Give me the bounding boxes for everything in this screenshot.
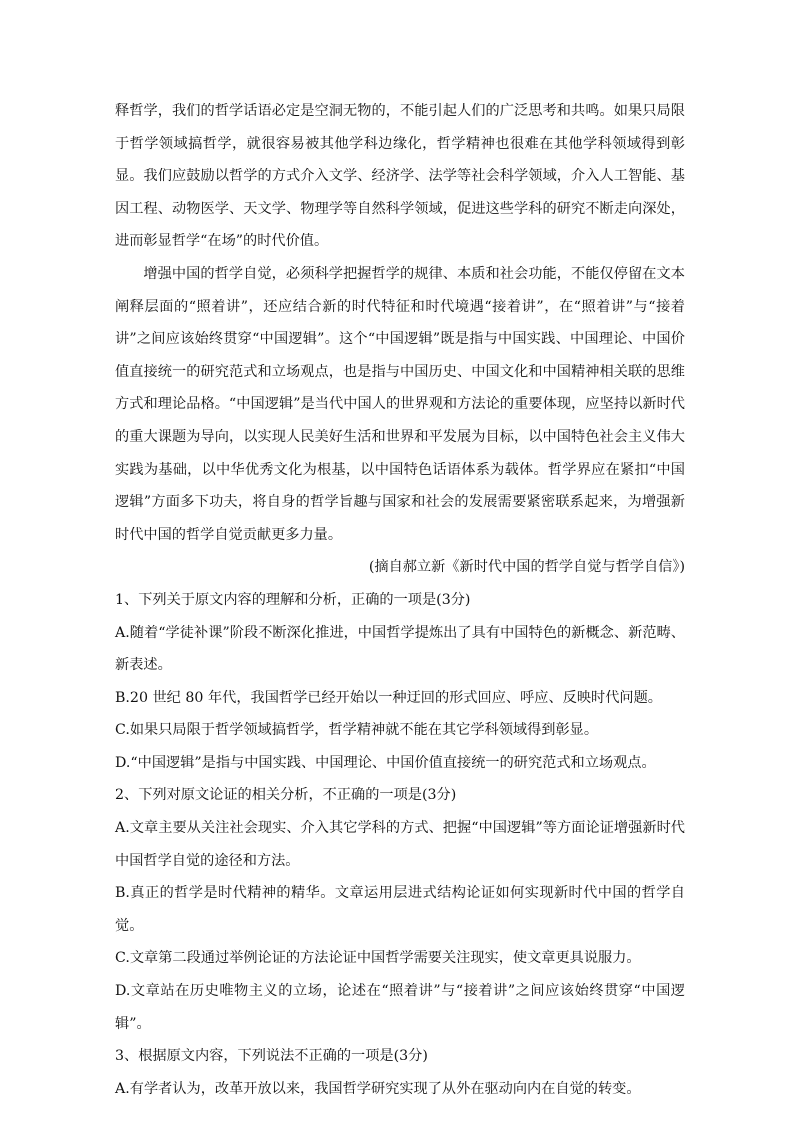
question-title: 2、下列对原文论证的相关分析，不正确的一项是(3分): [115, 787, 457, 804]
option-c: C.文章第二段通过举例论证的方法论证中国哲学需要关注现实，使文章更具说服力。: [115, 950, 641, 967]
question-1: [115, 584, 685, 780]
question-3: [115, 1040, 685, 1105]
option-b: B.20 世纪 80 年代，我国哲学已经开始以一种迂回的形式回应、呼应、反映时代问题。: [115, 689, 662, 706]
question-title: 3、根据原文内容，下列说法不正确的一项是(3分): [115, 1048, 428, 1065]
option-c: C.如果只局限于哲学领域搞哲学，哲学精神就不能在其它学科领域得到彰显。: [115, 722, 599, 739]
document-body: [115, 95, 685, 1105]
question-2: [115, 779, 685, 1040]
question-title: 1、下列关于原文内容的理解和分析，正确的一项是(3分): [115, 591, 471, 608]
option-a: A.有学者认为，改革开放以来，我国哲学研究实现了从外在驱动向内在自觉的转变。: [115, 1080, 641, 1097]
option-a: A.文章主要从关注社会现实、介入其它学科的方式、把握“中国逻辑”等方面论证增强新时代中国哲学自觉的途径和方法。: [115, 820, 685, 869]
option-b: B.真正的哲学是时代精神的精华。文章运用层进式结构论证如何实现新时代中国的哲学自觉。: [115, 885, 685, 934]
passage-paragraph-continued: 释哲学，我们的哲学话语必定是空洞无物的，不能引起人们的广泛思考和共鸣。如果只局限于哲学领域搞哲学，就很容易被其他学科边缘化，哲学精神也很难在其他学科领域得到彰显。我们应鼓励以哲学的方式介入文学、经济学、法学等社会科学领域，介入人工智能、基因工程、动物医学、天文学、物理学等自然科学领域，促进这些学科的研究不断走向深处，进而彰显哲学“在场”的时代价值。: [115, 103, 685, 250]
passage-paragraph-last: 增强中国的哲学自觉，必须科学把握哲学的规律、本质和社会功能，不能仅停留在文本阐释层面的“照着讲”，还应结合新的时代特征和时代境遇“接着讲”，在“照着讲”与“接着讲”之间应该始终贯穿“中国逻辑”。这个“中国逻辑”既是指与中国实践、中国理论、中国价值直接统一的研究范式和立场观点，也是指与中国历史、中国文化和中国精神相关联的思维方式和理论品格。“中国逻辑”是当代中国人的世界观和方法论的重要体现，应坚持以新时代的重大课题为导向，以实现人民美好生活和世界和平发展为目标，以中国特色社会主义伟大实践为基础，以中华优秀文化为根基，以中国特色话语体系为载体。哲学界应在紧扣“中国逻辑”方面多下功夫，将自身的哲学旨趣与国家和社会的发展需要紧密联系起来，为增强新时代中国的哲学自觉贡献更多力量。: [115, 265, 685, 543]
option-d: D.“中国逻辑”是指与中国实践、中国理论、中国价值直接统一的研究范式和立场观点。: [115, 754, 656, 771]
passage-source: (摘自郝立新《新时代中国的哲学自觉与哲学自信》): [368, 559, 685, 576]
option-a: A.随着“学徒补课”阶段不断深化推进，中国哲学提炼出了具有中国特色的新概念、新范畴、新表述。: [115, 624, 685, 674]
option-d: D.文章站在历史唯物主义的立场，论述在“照着讲”与“接着讲”之间应该始终贯穿“中国逻辑”。: [115, 983, 685, 1032]
